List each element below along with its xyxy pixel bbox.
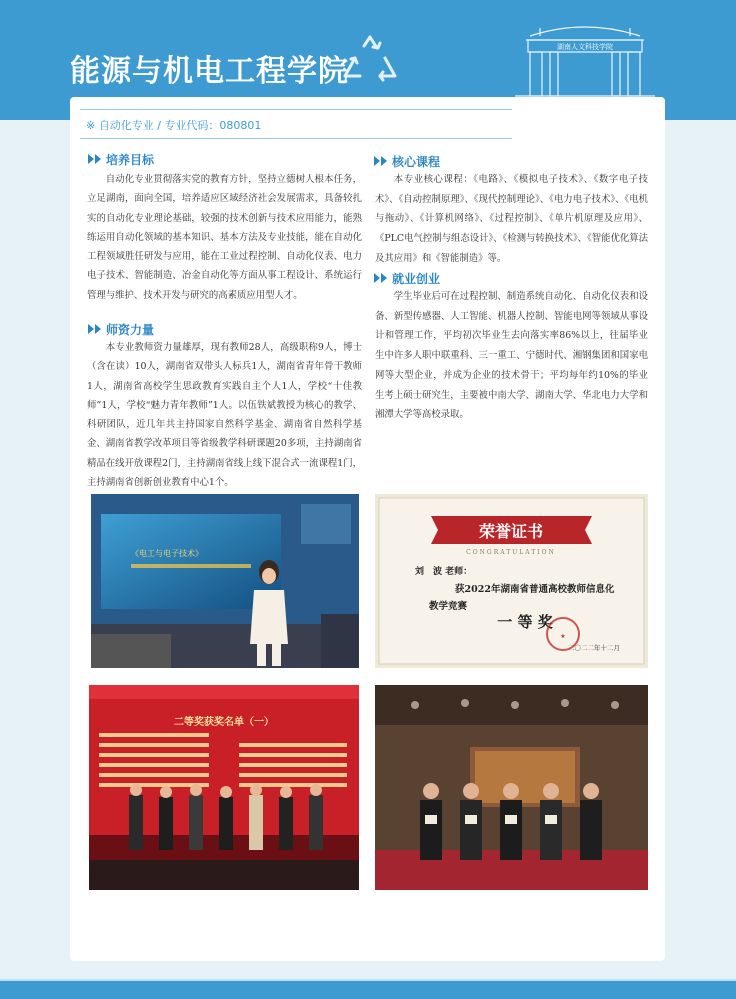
- photo-lecture: [91, 494, 359, 668]
- college-title: 能源与机电工程学院: [70, 54, 349, 89]
- chevron-right-icon: [87, 153, 103, 165]
- section-employment-title: 就业创业: [392, 271, 441, 286]
- svg-text:《电工与电子技术》: 《电工与电子技术》: [131, 549, 203, 558]
- chevron-right-icon: [373, 155, 389, 167]
- section-employment-text: 学生毕业后可在过程控制、制造系统自动化、自动化仪表和设备、新型传感器、人工智能、机器人控制、智能电网等领域从事设计和管理工作，平均初次毕业生去向落实率86%以上，往届毕业生中许多人职中联重科、三一重工、宁德时代、湘钢集团和国家电网等大型企业，并成为企业的技术骨干；平均每年约10%的毕业生考上硕士研究生，主要被中南大学、湖南大学、华北电力大学和湘潭大学等高校录取。: [375, 291, 648, 421]
- section-courses-heading: [373, 153, 440, 169]
- section-goal-title: 培养目标: [106, 152, 155, 167]
- svg-text:二等奖获奖名单（一）: 二等奖获奖名单（一）: [174, 717, 274, 728]
- svg-text:教学竞赛: 教学竞赛: [429, 601, 468, 612]
- campus-gate-icon: [510, 14, 660, 104]
- svg-text:二〇二二年十二月: 二〇二二年十二月: [568, 644, 620, 652]
- footer-stripe: [0, 979, 736, 981]
- photo-group: [375, 685, 648, 890]
- photo-award-ceremony: [89, 685, 359, 890]
- svg-text:CONGRATULATION: CONGRATULATION: [466, 549, 556, 556]
- section-faculty-text: 本专业教师资力量雄厚，现有教师28人，高级职称9人，博士（含在读）10人，湖南省双带头人标兵1人，湖南省青年骨干教师1人，湖南省高校学生思政教育实践自主个人1人，学校“十佳教师”1人，学校“魅力青年教师”1人。以伍铁斌教授为核心的教学、科研团队，近几年共主持国家自然科学基金、湖南省自然科学基金、湖南省教学改革项目等省级教学科研课题20多项，主持湖南省精品在线开放课程2门，主持湖南省线上线下混合式一流课程1门，主持湖南省创新创业教育中心1个。: [87, 342, 362, 489]
- svg-text:湖南人文科技学院: 湖南人文科技学院: [557, 43, 613, 51]
- chevron-right-icon: [87, 323, 103, 335]
- recycle-icon: [340, 34, 400, 84]
- chevron-right-icon: [373, 272, 389, 284]
- major-header: ※ 自动化专业 / 专业代码：080801: [86, 119, 262, 132]
- section-faculty-heading: [87, 321, 154, 337]
- section-goal-heading: [87, 151, 154, 167]
- major-divider-top: [80, 109, 512, 110]
- svg-text:刘 波 老师：: 刘 波 老师：: [415, 567, 473, 577]
- major-divider-bottom: [80, 138, 512, 139]
- svg-text:一 等 奖: 一 等 奖: [497, 613, 553, 631]
- section-courses-title: 核心课程: [392, 154, 441, 169]
- section-employment-heading: [373, 270, 440, 286]
- section-courses-text: 本专业核心课程：《电路》、《模拟电子技术》、《数字电子技术》、《自动控制原理》、《现代控制理论》、《电力电子技术》、《电机与拖动》、《计算机网络》、《过程控制》、《单片机原理及应用》、《PLC电气控制与组态设计》、《检测与转换技术》、《智能优化算法及其应用》和《智能制造》等。: [375, 174, 648, 264]
- section-goal-text: 自动化专业贯彻落实党的教育方针，坚持立德树人根本任务，立足湖南，面向全国，培养适应区域经济社会发展需求，具备较扎实的自动化专业理论基础，较强的技术创新与技术应用能力，能熟练运用自动化领域的基本知识、基本方法及专业技能，能在自动化工程领域胜任研发与应用，能在工业过程控制、自动化仪表、电力电子技术、智能制造、冶金自动化等方面从事工程设计、系统运行管理与维护、技术开发与研究的高素质应用型人才。: [87, 174, 362, 301]
- svg-text:荣誉证书: 荣誉证书: [478, 522, 544, 541]
- svg-text:★: ★: [560, 633, 566, 640]
- footer-band: [0, 979, 736, 999]
- section-faculty-title: 师资力量: [106, 322, 155, 337]
- svg-text:获2022年湖南省普通高校教师信息化: 获2022年湖南省普通高校教师信息化: [455, 584, 615, 595]
- photo-certificate: [375, 494, 648, 668]
